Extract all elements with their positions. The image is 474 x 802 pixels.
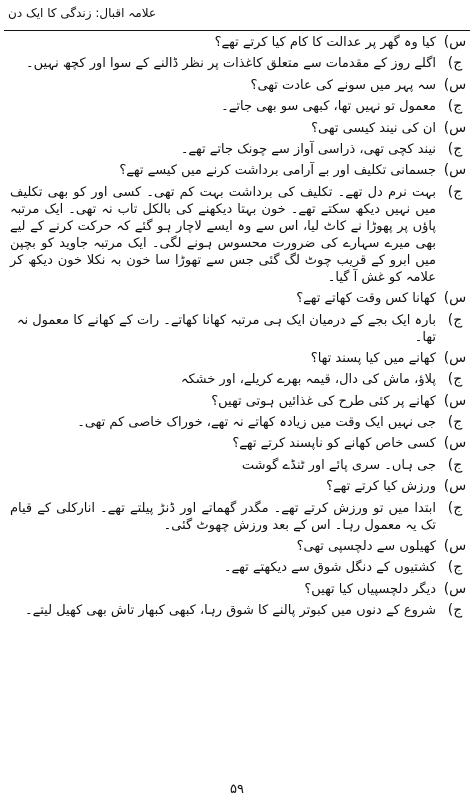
qa-marker: ج) [447,140,463,157]
question-row [0,290,474,307]
qa-text: کھانے میں کیا پسند تھا؟ [310,350,436,366]
qa-marker: ج) [447,371,463,388]
qa-text: معمول تو نہیں تھا، کبھی سو بھی جاتے۔ [221,99,436,115]
qa-list [0,34,474,624]
qa-marker: ج) [447,499,463,516]
qa-text: بہت نرم دل تھے۔ تکلیف کی برداشت بہت کم تھی۔ کسی اور کو بھی تکلیف میں نہیں دیکھ سکتے تھے۔ خون بہتا دیکھنے کی بالکل تاب نہ تھی۔ ایک مرتبہ پاؤں پر پھوڑا نے کاٹ لیا، اس سے وہ ایسے لاچار ہو گئے کہ حرکت کرنے کے لیے بھی میرے سہارے کی ضرورت محسوس ہونے لگی۔ ایک مرتبہ جاوید کو بچپن میں ابرو کے قریب چوٹ لگ گئی جس سے تھوڑا سا خون بہ نکلا خون دیکھ کر علامہ کو غش آ گیا۔ [5,184,436,285]
qa-marker: ج) [447,456,463,473]
page-number: ۵۹ [230,782,244,797]
qa-marker: س) [443,435,467,452]
qa-text: کھیلوں سے دلچسپی تھی؟ [296,539,436,555]
qa-marker: ج) [447,55,463,72]
qa-marker: س) [443,478,467,495]
question-row [0,77,474,94]
question-row [0,538,474,555]
question-row [0,162,474,179]
qa-marker: س) [443,538,467,555]
qa-marker: س) [443,34,467,50]
qa-text: بارہ ایک بجے کے درمیان ایک ہی مرتبہ کھانا کھاتے۔ رات کے کھانے کا معمول نہ تھا۔ [12,312,436,345]
qa-marker: س) [443,162,467,179]
qa-marker: ج) [447,559,463,576]
qa-marker: ج) [447,602,463,619]
answer-row [0,559,474,576]
question-row [0,478,474,495]
question-row [0,34,474,51]
answer-row [0,98,474,115]
answer-row [0,414,474,431]
question-row [0,350,474,367]
answer-row [0,457,474,474]
qa-text: ورزش کیا کرتے تھے؟ [326,479,436,495]
question-row [0,581,474,598]
qa-marker: س) [443,392,467,409]
qa-text: جسمانی تکلیف اور بے آرامی برداشت کرنے میں کیسے تھے؟ [119,163,436,179]
qa-text: ابتدا میں تو ورزش کرتے تھے۔ مگدر گھماتے اور ڈنڑ پیلتے تھے۔ انارکلی کے قیام تک یہ معمول رہا۔ اس کے بعد ورزش چھوٹ گئی۔ [5,500,436,533]
answer-row [0,371,474,388]
qa-marker: س) [443,580,467,597]
qa-text: اگلے روز کے مقدمات سے متعلق کاغذات پر نظر ڈالنے کے سوا اور کچھ نہیں۔ [26,56,436,72]
answer-row [0,602,474,619]
qa-text: دیگر دلچسپیاں کیا تھیں؟ [304,581,436,597]
qa-text: ان کی نیند کیسی تھی؟ [311,120,436,136]
qa-text: پلاؤ، ماش کی دال، قیمہ بھرے کریلے، اور خشکہ [180,372,436,388]
answer-row [0,184,474,286]
qa-text: کسی خاص کھانے کو ناپسند کرتے تھے؟ [232,436,436,452]
question-row [0,435,474,452]
qa-marker: ج) [447,414,463,431]
question-row [0,393,474,410]
qa-marker: س) [443,349,467,366]
header-title: علامہ اقبال: زندگی کا ایک دن [8,6,157,20]
header-rule [4,30,470,31]
qa-marker: ج) [447,98,463,115]
qa-marker: س) [443,76,467,93]
answer-row [0,141,474,158]
qa-text: نیند کچی تھی، ذراسی آواز سے چونک جاتے تھے۔ [180,141,436,157]
running-header [0,3,474,29]
qa-text: سہ پہر میں سونے کی عادت تھی؟ [250,77,436,93]
answer-row [0,312,474,346]
qa-text: شروع کے دنوں میں کبوتر پالنے کا شوق رہا، کبھی کبھار تاش بھی کھیل لیتے۔ [25,603,436,619]
qa-marker: س) [443,290,467,307]
qa-text: کھانے پر کئی طرح کی غذائیں ہوتی تھیں؟ [211,393,436,409]
qa-marker: س) [443,119,467,136]
answer-row [0,55,474,72]
question-row [0,120,474,137]
qa-marker: ج) [447,183,463,200]
qa-text: کشتیوں کے دنگل شوق سے دیکھتے تھے۔ [223,560,436,576]
qa-text: جی نہیں ایک وقت میں زیادہ کھاتے نہ تھے، خوراک خاصی کم تھی۔ [77,415,436,431]
qa-text: جی ہاں۔ سری پائے اور ٹنڈے گوشت [241,457,436,473]
qa-text: کھانا کس وقت کھاتے تھے؟ [296,291,436,307]
answer-row [0,500,474,534]
qa-text: کیا وہ گھر پر عدالت کا کام کیا کرتے تھے؟ [214,35,436,50]
qa-marker: ج) [447,311,463,328]
